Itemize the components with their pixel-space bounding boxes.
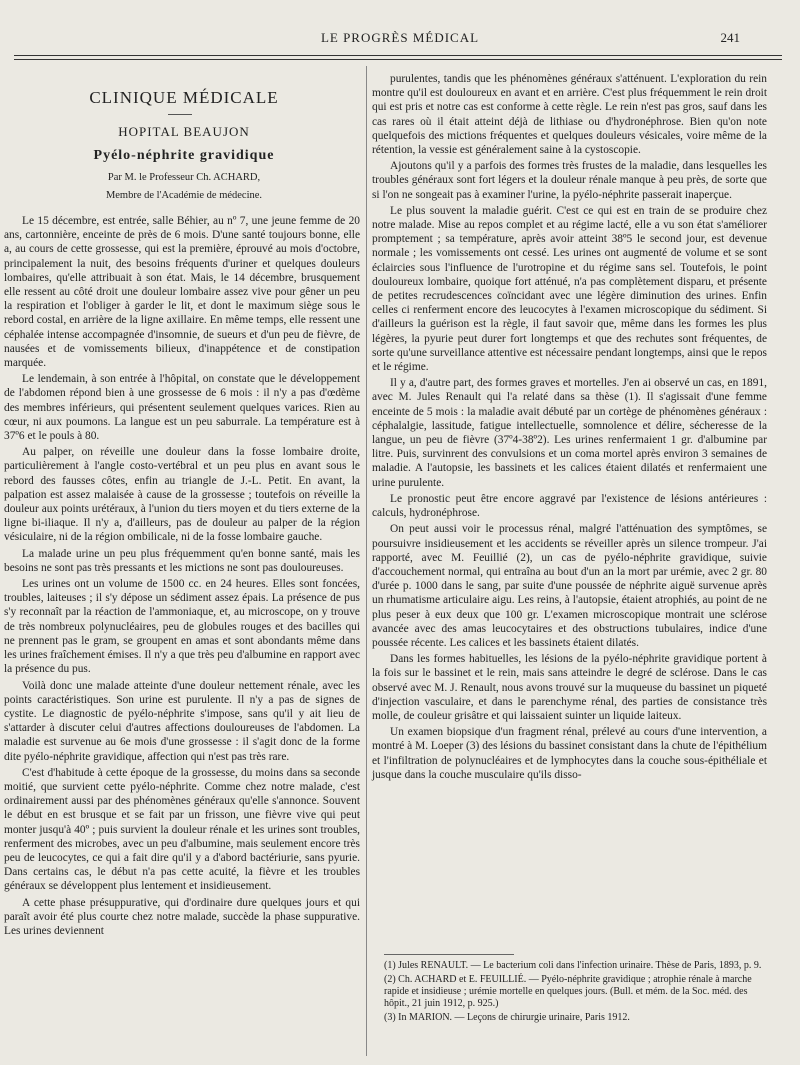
footnotes bbox=[384, 960, 764, 1026]
right-column bbox=[372, 72, 767, 784]
article-author: Par M. le Professeur Ch. ACHARD, bbox=[107, 172, 261, 183]
left-column bbox=[4, 214, 360, 940]
paragraph: La malade urine un peu plus fréquemment qu'en bonne santé, mais les besoins ne sont pas très pressants et les mictions ne sont pas douloureuses. bbox=[4, 547, 360, 574]
section-heading: CLINIQUE MÉDICALE bbox=[89, 88, 279, 107]
footnote: (3) In MARION. — Leçons de chirurgie urinaire, Paris 1912. bbox=[384, 1012, 630, 1023]
footnote: (1) Jules RENAULT. — Le bacterium coli dans l'infection urinaire. Thèse de Paris, 1893, p. 9. bbox=[384, 960, 762, 971]
paragraph: Le pronostic peut être encore aggravé par l'existence de lésions antérieures : calculs, hydronéphrose. bbox=[372, 492, 767, 520]
paragraph: On peut aussi voir le processus rénal, malgré l'atténuation des symptômes, se poursuivre insidieusement et les accidents se réveiller après un silence trompeur. J'ai rapporté, avec M. Feuillié (2), un cas de pyélo-néphrite gravidique, suivie d'accouchement normal, qui entraîna au bout d'un an la mort par urémie, avec 2 gr. 80 d'urée p. 1000 dans le sang, par suite d'une poussée de néphrite aiguë survenue après un rhumatisme articulaire aigu. Les reins, à l'autopsie, étaient atrophiés, au point de ne plus peser à eux deux que 100 gr. L'examen microscopique montrait une sclérose avancée avec des amas leucocytaires et des obstructions tubulaires, indice d'une poussée récente. Les calices et les bassinets étaient dilatés. bbox=[372, 523, 767, 649]
paragraph: A cette phase présuppurative, qui d'ordinaire dure quelques jours et qui paraît avoir été plus courte chez notre malade, succède la phase suppurative. Les urines deviennent bbox=[4, 896, 360, 937]
paragraph: Le 15 décembre, est entrée, salle Béhier, au nº 7, une jeune femme de 20 ans, cartonnière, enceinte de près de 6 mois. D'une santé toujours bonne, elle a, au cours de cette grossesse, qui est la première, éprouvé au mois d'octobre, principalement la nuit, des besoins fréquents d'uriner et quelques douleurs lombaires, qu'elle attribuait à son état. Mais, le 14 décembre, brusquement elle ressent au côté droit une douleur lombaire assez vive pour gêner un peu la respiration et l'obliger à garder le lit, et dont le maximum siège sous le rebord costal, en arrière de la ligne axillaire. En même temps, elle ressent une céphalée intense accompagnée d'insomnie, de sueurs et d'un peu de fièvre, de nausées et de vomissements bilieux, d'inappétence et de constipation marquée. bbox=[4, 215, 360, 370]
author-affiliation: Membre de l'Académie de médecine. bbox=[105, 190, 263, 201]
footnote: (2) Ch. ACHARD et E. FEUILLIÉ. — Pyélo-néphrite gravidique ; atrophie rénale à marche rapide et insidieuse ; urémie mortelle en quelques jours. (Bull. et mém. de la Soc. méd. des hôpit., 21 juin 1912, p. 925.) bbox=[384, 974, 752, 1009]
paragraph: Il y a, d'autre part, des formes graves et mortelles. J'en ai observé un cas, en 1891, avec M. Jules Renault qui l'a relaté dans sa thèse (1). Il s'agissait d'une femme enceinte de 5 mois : la maladie avait débuté par un cortège de phénomènes généraux : céphalalgie, lassitude, fatigue intellectuelle, somnolence et délire, sécheresse de la langue, un peu de fièvre (37º4-38º2). Les urines renfermaient 1 gr. d'albumine par litre. Puis, survinrent des convulsions et un coma mortel après environ 3 semaines de maladie. A l'autopsie, les bassinets et les calices étaient dilatés et renfermaient une urine purulente. bbox=[372, 377, 767, 489]
paragraph: Au palper, on réveille une douleur dans la fosse lombaire droite, particulièrement à l'angle costo-vertébral et un peu plus en avant sous le rebord des fausses côtes, enfin au triangle de J.-L. Petit. En avant, la palpation est assez malaisée à cause de la grossesse ; toutefois on réveille la douleur aux points urétéraux, à l'union du tiers moyen et du tiers externe de la ligne bi-iliaque. Il n'y a, d'ailleurs, pas de douleur au palper de la région vésiculaire, ni de la région ombilicale, ni de la fosse lombaire gauche. bbox=[4, 446, 360, 544]
paragraph: Voilà donc une malade atteinte d'une douleur nettement rénale, avec les points caractéristiques. Son urine est purulente. Il n'y a pas de signes de cystite. Le diagnostic de pyélo-néphrite s'impose, sans qu'il y ait lieu de s'attarder à discuter celui d'autres affections douloureuses de l'abdomen. La maladie est survenue au 6e mois d'une grossesse : il s'agit donc de la forme dite pyélo-néphrite gravidique, affection qui n'est pas très rare. bbox=[4, 679, 360, 763]
hospital-heading: HOPITAL BEAUJON bbox=[118, 124, 250, 139]
paragraph: Le lendemain, à son entrée à l'hôpital, on constate que le développement de l'abdomen répond bien à une grossesse de 6 mois : il n'y a pas d'œdème des membres inférieurs, qui présentent seulement quelques varices. Rien au cœur, ni aux poumons. La langue est un peu saburrale. La température est à 37º6 et le pouls à 80. bbox=[4, 373, 360, 443]
paragraph: Un examen biopsique d'un fragment rénal, prélevé au cours d'une intervention, a montré à M. Loeper (3) des lésions du bassinet consistant dans la chute de l'épithélium et l'infiltration de polynucléaires et de lymphocytes dans la couche sous-épithéliale et jusque dans la couche musculaire qu'ils disso- bbox=[372, 726, 767, 781]
paragraph: purulentes, tandis que les phénomènes généraux s'atténuent. L'exploration du rein montre qu'il est douloureux en avant et en arrière. C'est plus fréquemment le rein droit qui est pris et notre cas est conforme à cette règle. Le rein n'est pas gros, sauf dans les cas rares où il était atteint déjà de lithiase ou d'hydronéphrose. Bien qu'on note quelquefois des mictions fréquentes et quelques douleurs vésicales, voire même de la rétention, la vessie est généralement saine à la cystoscopie. bbox=[372, 73, 767, 157]
header-rule-2 bbox=[14, 59, 782, 60]
paragraph: Les urines ont un volume de 1500 cc. en 24 heures. Elles sont foncées, troubles, laiteuses ; il s'y dépose un sédiment assez épais. La présence de pus s'y reconnaît par la réaction de l'ammoniaque, et, au microscope, on y trouve de très nombreux polynucléaires, peu de globules rouges et des bacilles qui ne prennent pas le gram, se groupent en amas et sont abondants même dans les urines fraîchement émises. Il n'y a que très peu d'albumine en rapport avec la présence du pus. bbox=[4, 578, 360, 676]
running-title: LE PROGRÈS MÉDICAL bbox=[320, 30, 480, 45]
article-title: Pyélo-néphrite gravidique bbox=[93, 148, 275, 163]
page-header bbox=[0, 30, 800, 50]
page-number: 241 bbox=[720, 30, 740, 45]
column-divider bbox=[366, 66, 367, 1056]
paragraph: Dans les formes habituelles, les lésions de la pyélo-néphrite gravidique portent à la fois sur le bassinet et le rein, mais sans atteindre le degré de sclérose. Dans le cas observé avec M. J. Renault, nous avons trouvé sur la muqueuse du bassinet un piqueté d'injection vasculaire, et dans le parenchyme rénal, des parties de consistance très molle, de couleur grisâtre et qui laissaient suinter un liquide laiteux. bbox=[372, 653, 767, 722]
header-rule bbox=[14, 55, 782, 56]
heading-divider bbox=[168, 114, 192, 115]
paragraph: Ajoutons qu'il y a parfois des formes très frustes de la maladie, dans lesquelles les troubles généraux sont fort légers et la douleur rénale manque à peu près, de sorte que si l'on ne songeait pas à examiner l'urine, la pyélo-néphrite passerait inaperçue. bbox=[372, 160, 767, 201]
paragraph: C'est d'habitude à cette époque de la grossesse, du moins dans sa seconde moitié, que survient cette pyélo-néphrite. Comme chez notre malade, c'est ordinairement aussi par des phénomènes généraux qu'elle s'annonce. Souvent le début en est brusque et se fait par un frisson, une fièvre vive qui peut monter jusqu'à 40º ; puis survient la douleur rénale et les urines sont troubles, renferment des microbes, avec un peu d'albumine, mais seulement encore très peu de leucocytes, ce qui a fait dire qu'il y a d'abord bactériurie, sans pyurie. Dans certains cas, le début n'a pas cette acuité, la fièvre et les troubles généraux se développent plus lentement et insidieusement. bbox=[4, 766, 360, 893]
paragraph: Le plus souvent la maladie guérit. C'est ce qui est en train de se produire chez notre malade. Mise au repos complet et au régime lacté, elle a vu son état s'améliorer promptement ; sa température, après avoir atteint 38º5 le second jour, est devenue normale ; les vomissements ont cessé. Les urines ont augmenté de volume et se sont éclaircies sous l'influence de l'urotropine et du régime sans sel. Toutefois, le point douloureux lombaire, quoique fort atténué, n'a pas complètement disparu, et présente de petites recrudescences coïncidant avec une légère diminution des urines. Enfin celles ci renferment encore des leucocytes à l'examen microscopique du sédiment. Si d'ailleurs la guérison est la règle, il faut savoir que, même dans les formes les plus légères, la pyurie peut durer fort longtemps et que des rechutes sont fréquentes, de sorte qu'une surveillance attentive est nécessaire pendant longtemps, ainsi que le repos et le régime. bbox=[372, 204, 767, 374]
footnote-rule bbox=[384, 954, 514, 955]
